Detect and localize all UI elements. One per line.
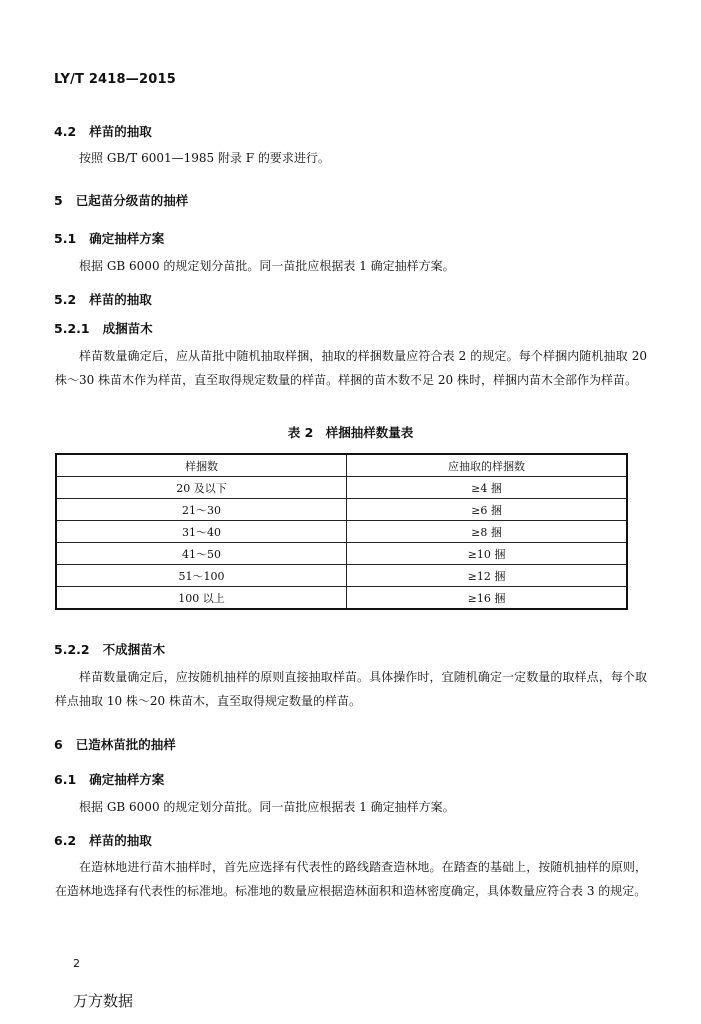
table-cell: 31～40	[56, 521, 347, 543]
table-cell: 21～30	[56, 499, 347, 521]
table-cell: 20 及以下	[56, 477, 347, 499]
table-cell: ≥16 捆	[347, 587, 628, 610]
section-number: 6.1	[54, 772, 77, 787]
section-title: 确定抽样方案	[89, 231, 165, 246]
section-title: 不成捆苗木	[102, 642, 166, 657]
table-2	[55, 453, 628, 610]
section-title: 样苗的抽取	[89, 124, 152, 139]
page-number: 2	[73, 957, 80, 970]
section-4-2-heading	[54, 122, 152, 140]
column-header: 样捆数	[56, 454, 347, 477]
table-cell: ≥6 捆	[347, 499, 628, 521]
section-number: 5.2.2	[54, 642, 90, 657]
column-header: 应抽取的样捆数	[347, 454, 628, 477]
table-header-row	[56, 454, 627, 477]
section-5-heading	[54, 191, 188, 209]
section-6-2-heading	[54, 831, 152, 849]
table-row	[56, 543, 627, 565]
table-cell: ≥10 捆	[347, 543, 628, 565]
table-row	[56, 499, 627, 521]
section-6-1-heading	[54, 770, 164, 788]
section-number: 4.2	[54, 124, 77, 139]
table-cell: 41～50	[56, 543, 347, 565]
section-title: 样苗的抽取	[89, 292, 152, 307]
section-5-2-2-text: 样苗数量确定后，应按随机抽样的原则直接抽取样苗。具体操作时，宜随机确定一定数量的取样点，每个取样点抽取 10 株～20 株苗木，直至取得规定数量的样苗。	[55, 670, 647, 708]
table-row	[56, 477, 627, 499]
table-cell: ≥4 捆	[347, 477, 628, 499]
section-number: 5.1	[54, 231, 77, 246]
section-number: 6.2	[54, 833, 77, 848]
table-cell: ≥12 捆	[347, 565, 628, 587]
table-cell: 51～100	[56, 565, 347, 587]
section-number: 6	[54, 737, 63, 752]
section-4-2-text: 按照 GB/T 6001—1985 附录 F 的要求进行。	[79, 151, 330, 165]
table-2-caption: 表 2 样捆抽样数量表	[287, 425, 414, 440]
section-6-1-text: 根据 GB 6000 的规定划分苗批。同一苗批应根据表 1 确定抽样方案。	[79, 800, 455, 814]
section-title: 确定抽样方案	[89, 772, 165, 787]
table-row	[56, 521, 627, 543]
section-5-2-heading	[54, 290, 152, 308]
table-row	[56, 587, 627, 610]
section-title: 已造林苗批的抽样	[75, 737, 176, 752]
section-title: 已起苗分级苗的抽样	[75, 193, 189, 208]
section-6-heading	[54, 735, 176, 753]
section-5-2-1-heading	[54, 319, 153, 337]
standard-number: LY/T 2418—2015	[54, 72, 176, 87]
table-cell: 100 以上	[56, 587, 347, 610]
section-title: 样苗的抽取	[89, 833, 152, 848]
section-5-2-2-heading	[54, 640, 165, 658]
watermark-text: 万方数据	[73, 992, 134, 1010]
section-title: 成捆苗木	[102, 321, 153, 336]
section-5-1-heading	[54, 229, 164, 247]
section-6-2-text: 在造林地进行苗木抽样时，首先应选择有代表性的路线踏查造林地。在踏查的基础上，按随机抽样的原则，在造林地选择有代表性的标准地。标准地的数量应根据造林面积和造林密度确定，具体数量应符合表 3 的规定。	[55, 860, 647, 898]
section-5-2-1-text: 样苗数量确定后，应从苗批中随机抽取样捆，抽取的样捆数量应符合表 2 的规定。每个样捆内随机抽取 20 株～30 株苗木作为样苗，直至取得规定数量的样苗。样捆的苗木数不足 20 株时，样捆内苗木全部作为样苗。	[55, 349, 647, 387]
table-row	[56, 565, 627, 587]
section-number: 5	[54, 193, 63, 208]
section-number: 5.2.1	[54, 321, 90, 336]
table-cell: ≥8 捆	[347, 521, 628, 543]
section-number: 5.2	[54, 292, 77, 307]
section-5-1-text: 根据 GB 6000 的规定划分苗批。同一苗批应根据表 1 确定抽样方案。	[79, 259, 455, 273]
